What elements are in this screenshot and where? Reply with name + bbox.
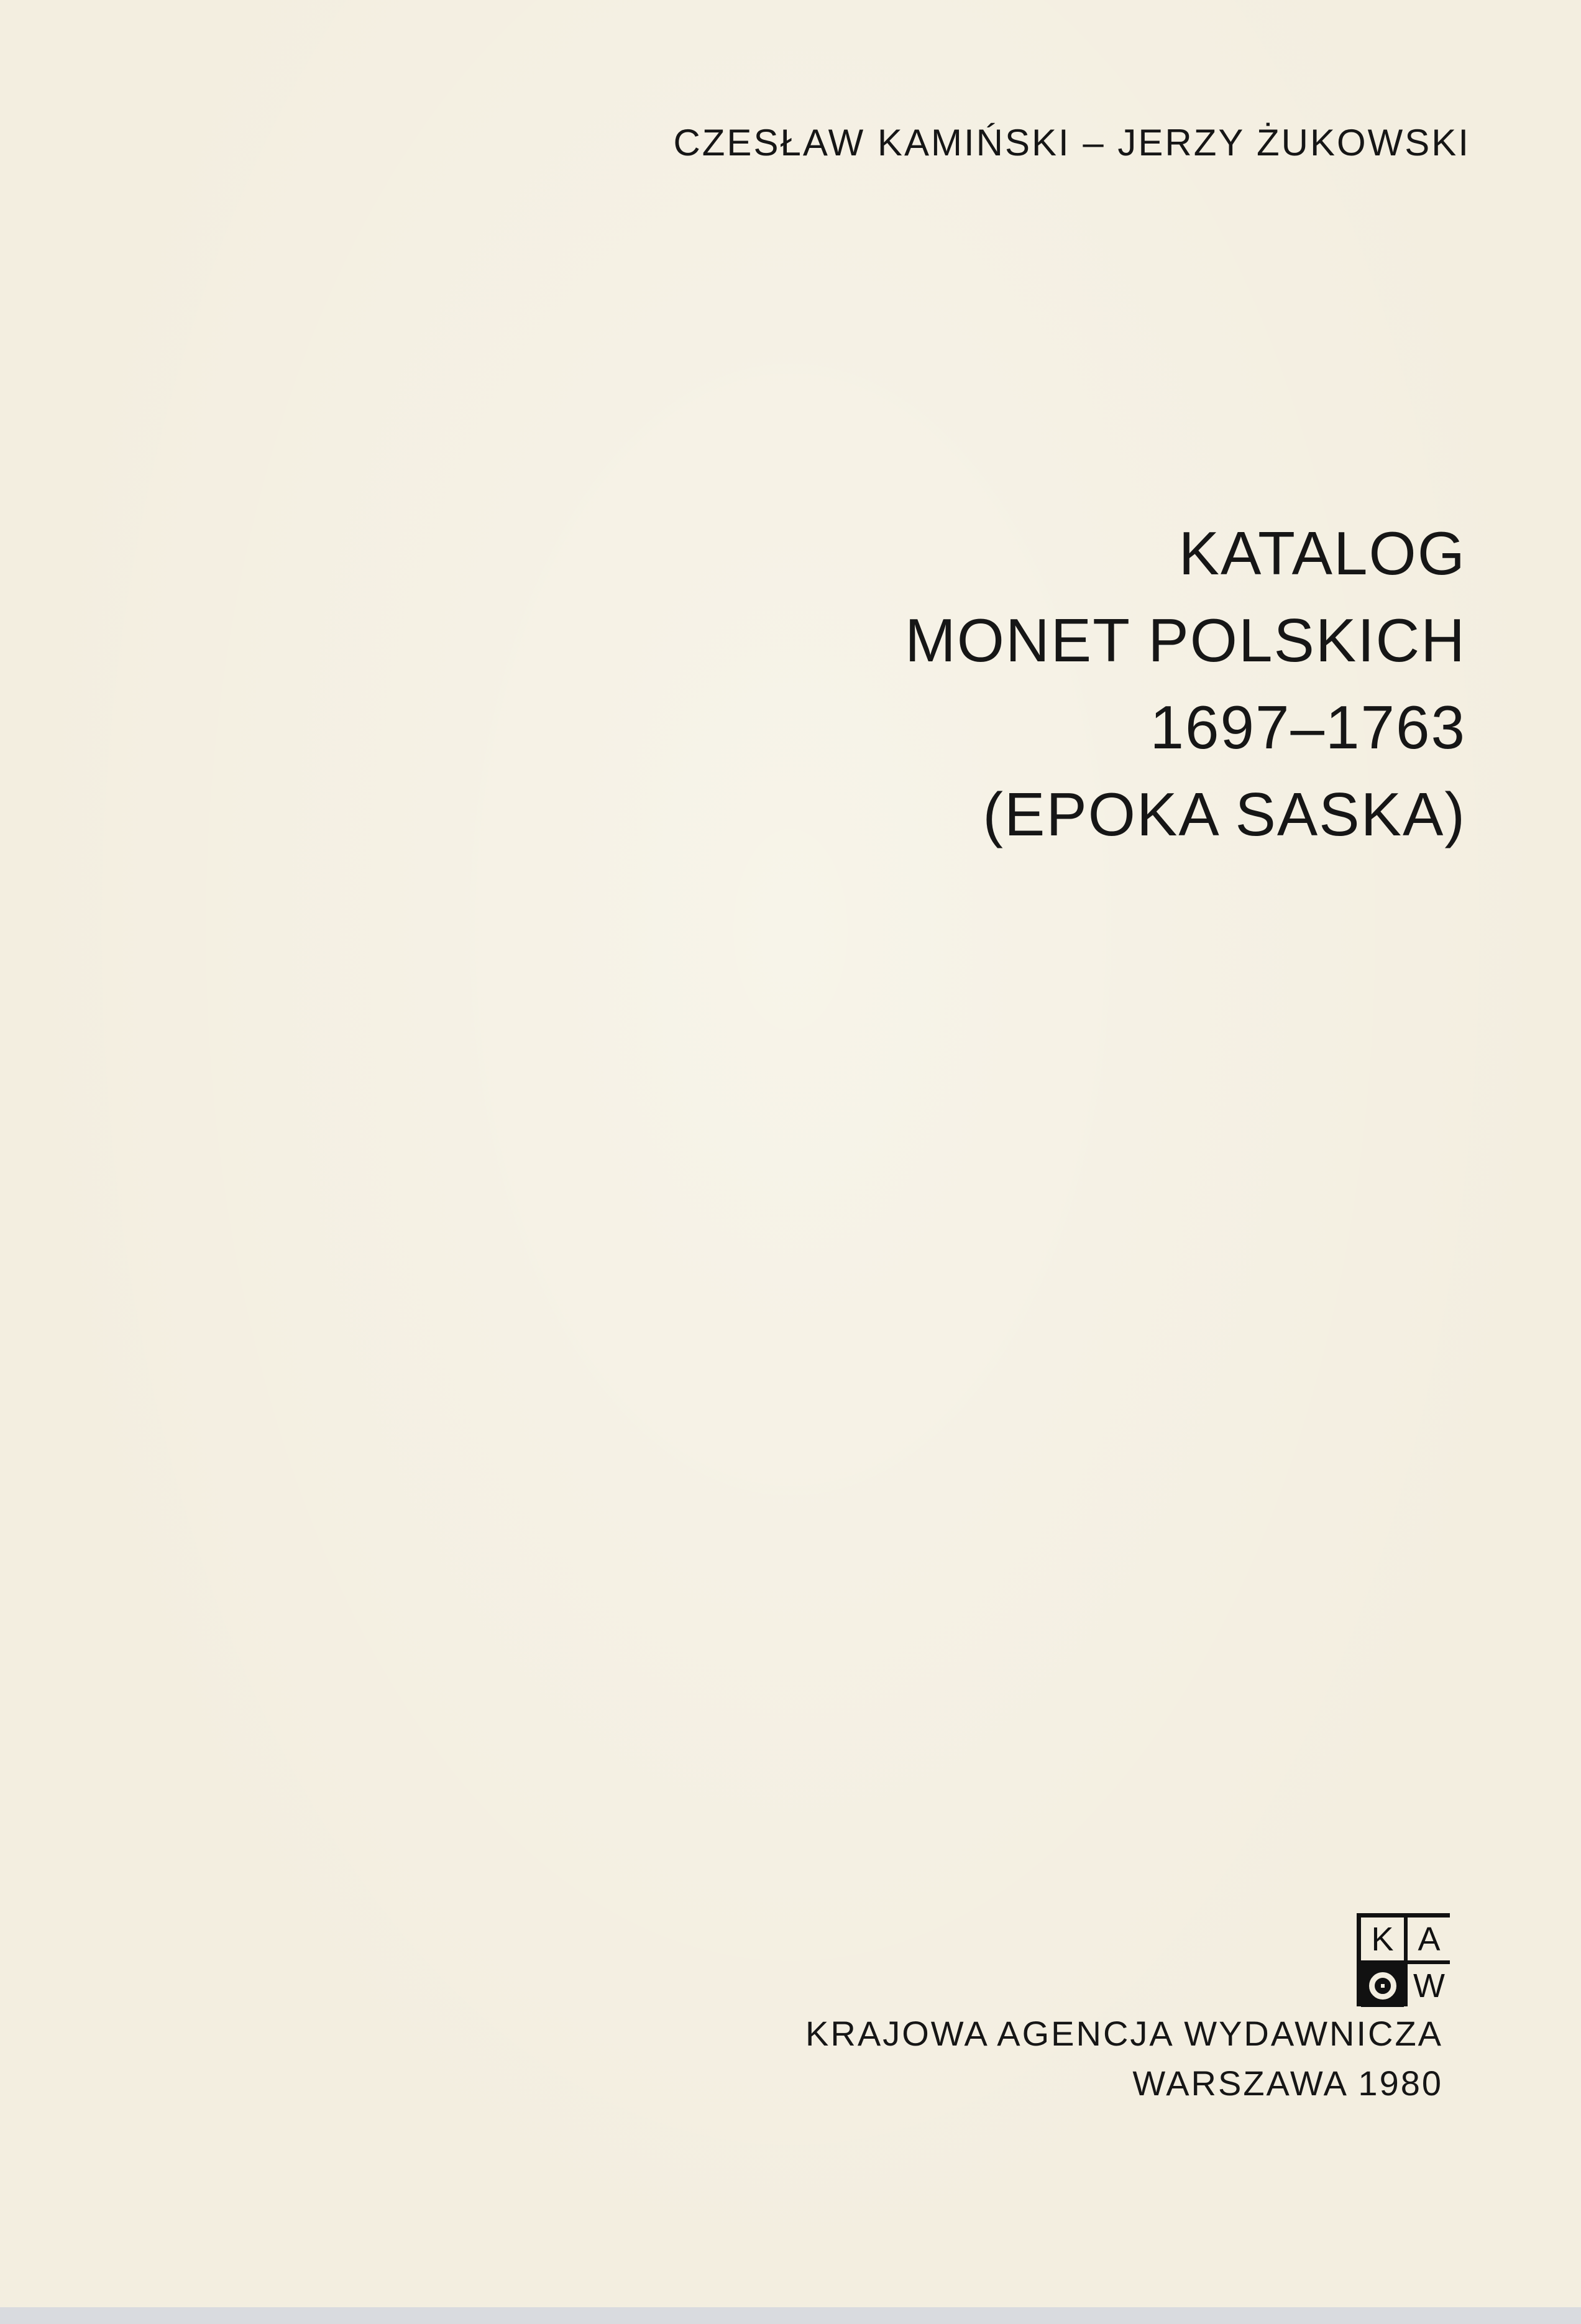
logo-letter-a: A (1408, 1918, 1450, 1960)
title-line-years: 1697–1763 (1150, 693, 1466, 761)
title-line-epoka-saska: (EPOKA SASKA) (983, 780, 1466, 848)
title-line-katalog: KATALOG (1178, 519, 1466, 587)
publisher-name: KRAJOWA AGENCJA WYDAWNICZA (805, 2014, 1443, 2053)
book-title (905, 510, 1466, 858)
logo-ring-icon (1361, 1964, 1404, 2007)
kaw-logo (1357, 1913, 1450, 2006)
publisher-place-year: WARSZAWA 1980 (1132, 2064, 1443, 2103)
authors-line: CZESŁAW KAMIŃSKI – JERZY ŻUKOWSKI (673, 122, 1470, 163)
logo-letter-w: W (1408, 1964, 1450, 2007)
title-line-monet-polskich: MONET POLSKICH (905, 606, 1466, 674)
scan-bottom-edge (0, 2307, 1581, 2324)
logo-letter-k: K (1361, 1918, 1404, 1960)
publisher-block (805, 2009, 1443, 2108)
